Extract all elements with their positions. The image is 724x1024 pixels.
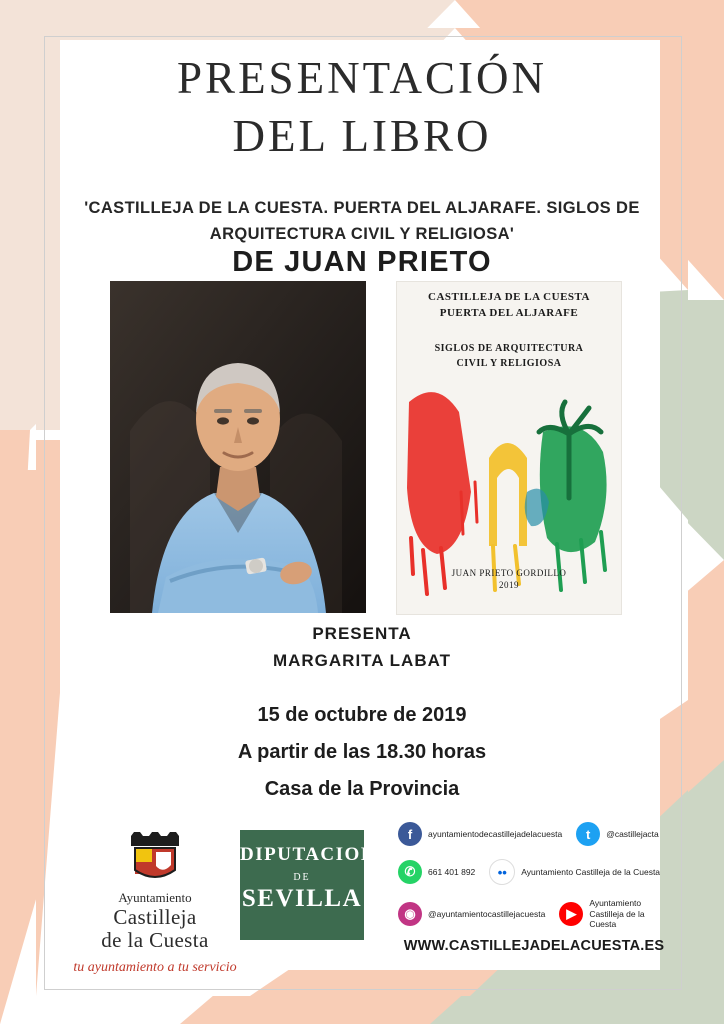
presenter-name: MARGARITA LABAT — [272, 651, 452, 671]
flickr-label: Ayuntamiento Castilleja de la Cuesta — [521, 866, 661, 877]
flickr-icon: •• — [489, 859, 515, 885]
ayuntamiento-logo — [62, 832, 248, 976]
social-links — [398, 822, 668, 943]
presenter-block — [0, 620, 724, 674]
coat-of-arms-icon — [123, 832, 187, 888]
youtube-label — [589, 898, 668, 930]
book-cover-title-line-1: CASTILLEJA DE LA CUESTA — [428, 291, 590, 303]
title-line-1: PRESENTACIÓN — [177, 53, 547, 103]
book-cover — [396, 281, 622, 615]
instagram-label: @ayuntamientocastillejacuesta — [428, 908, 546, 919]
twitter-icon: t — [576, 822, 600, 846]
whatsapp-icon: ✆ — [398, 860, 422, 884]
facebook-label: ayuntamientodecastillejadelacuesta — [428, 828, 563, 839]
instagram-icon: ◉ — [398, 902, 422, 926]
youtube-label-line-1: Ayuntamiento — [589, 898, 642, 908]
book-cover-credit — [397, 567, 621, 592]
social-row-3 — [398, 898, 668, 930]
poster-title — [0, 50, 724, 165]
subtitle-line-1: 'CASTILLEJA DE LA CUESTA. PUERTA DEL ALJARAFE. SIGLOS DE — [84, 199, 640, 217]
diputacion-line-2: DE — [293, 872, 311, 883]
book-cover-author: JUAN PRIETO GORDILLO — [451, 567, 567, 578]
youtube-label-line-2: Castilleja de la Cuesta — [589, 908, 645, 930]
book-cover-title-line-2: PUERTA DEL ALJARAFE — [439, 306, 579, 319]
youtube-icon: ▶ — [559, 902, 583, 926]
diputacion-line-3: SEVILLA — [241, 885, 363, 912]
event-venue: Casa de la Provincia — [264, 778, 460, 800]
book-cover-subtitle — [397, 342, 621, 371]
subtitle-line-2: ARQUITECTURA CIVIL Y RELIGIOSA' — [209, 224, 515, 243]
book-cover-subtitle-line-1: SIGLOS DE ARQUITECTURA — [434, 343, 584, 354]
website-url[interactable]: WWW.CASTILLEJADELACUESTA.ES — [403, 938, 665, 954]
social-row-1 — [398, 822, 668, 846]
social-flickr[interactable] — [489, 859, 660, 885]
diputacion-line-1: DIPUTACION — [240, 844, 377, 865]
social-twitter[interactable] — [576, 822, 659, 846]
whatsapp-label: 661 401 892 — [428, 866, 476, 877]
book-cover-subtitle-line-2: CIVIL Y RELIGIOSA — [456, 357, 562, 369]
author-photo — [110, 281, 366, 613]
event-time: A partir de las 18.30 horas — [237, 741, 487, 763]
book-cover-year: 2019 — [499, 580, 519, 591]
presenter-label: PRESENTA — [312, 624, 412, 643]
ayuntamiento-slogan: tu ayuntamiento a tu servicio — [73, 960, 237, 976]
facebook-icon: f — [398, 822, 422, 846]
ayuntamiento-line-2: Castilleja — [113, 905, 197, 929]
ayuntamiento-line-1: Ayuntamiento — [118, 890, 192, 905]
author-name: DE JUAN PRIETO — [232, 246, 492, 278]
diputacion-logo — [240, 830, 377, 940]
social-whatsapp[interactable] — [398, 860, 475, 884]
book-cover-title — [397, 290, 621, 322]
social-instagram[interactable] — [398, 902, 545, 926]
twitter-label: @castillejacta — [606, 828, 659, 839]
event-date: 15 de octubre de 2019 — [257, 704, 467, 726]
ayuntamiento-line-3: de la Cuesta — [101, 928, 209, 953]
social-facebook[interactable] — [398, 822, 562, 846]
author-photo-illustration — [110, 281, 366, 613]
title-line-2: DEL LIBRO — [232, 110, 492, 161]
social-row-2 — [398, 859, 668, 885]
book-subtitle — [60, 196, 664, 247]
event-details — [0, 697, 724, 808]
social-youtube[interactable] — [559, 898, 668, 930]
book-cover-artwork — [397, 282, 621, 614]
